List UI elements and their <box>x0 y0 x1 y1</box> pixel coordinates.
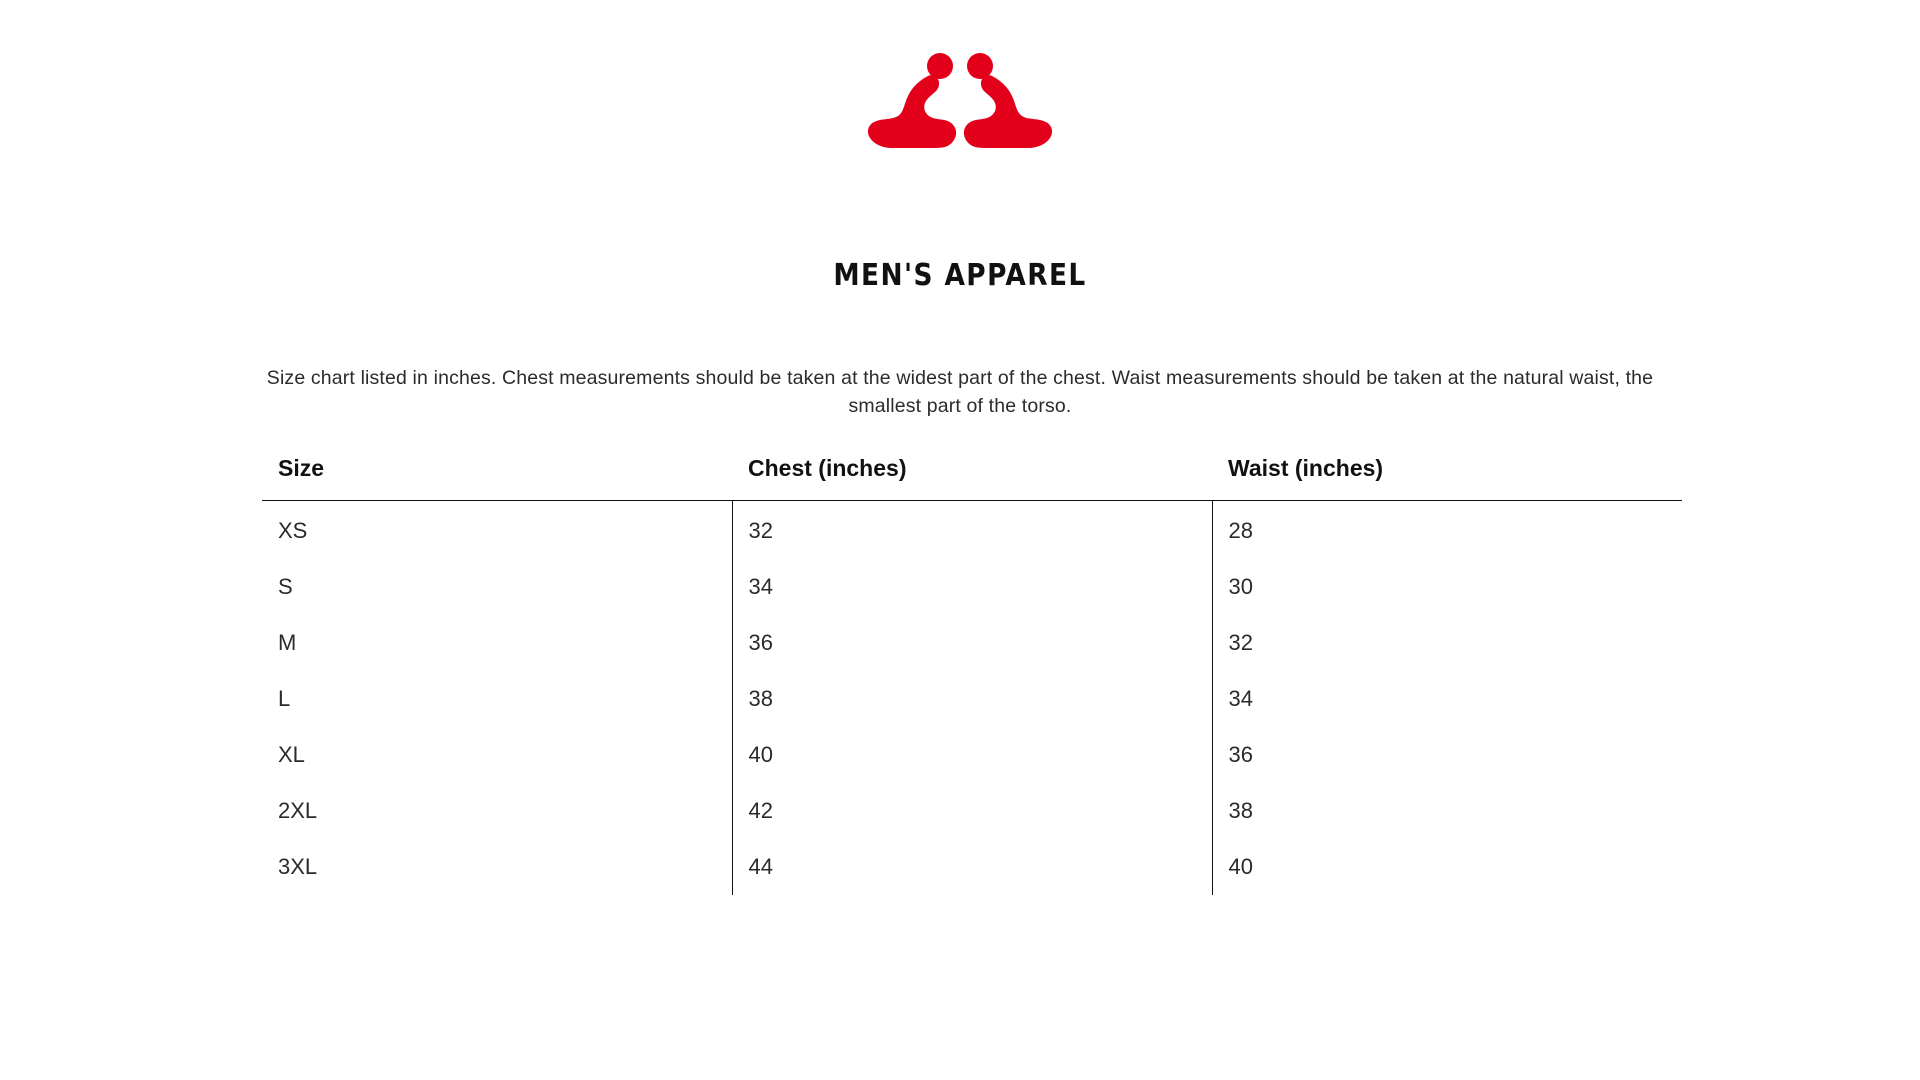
cell-size: 2XL <box>278 798 318 823</box>
cell-chest: 40 <box>732 727 1212 783</box>
size-chart-table <box>262 455 1682 895</box>
page-title: MEN'S APPAREL <box>833 258 1087 293</box>
cell-chest: 34 <box>732 559 1212 615</box>
table-body <box>262 501 1682 896</box>
kappa-logo-icon <box>862 52 1058 152</box>
cell-waist: 28 <box>1212 501 1682 560</box>
cell-waist: 36 <box>1212 727 1682 783</box>
cell-size: XS <box>278 518 308 543</box>
table-row <box>262 727 1682 783</box>
cell-chest: 38 <box>732 671 1212 727</box>
column-header-waist: Waist (inches) <box>1212 455 1682 501</box>
cell-chest: 32 <box>732 501 1212 560</box>
cell-waist: 32 <box>1212 615 1682 671</box>
table-row <box>262 671 1682 727</box>
column-header-size: Size <box>262 455 732 501</box>
column-header-chest: Chest (inches) <box>732 455 1212 501</box>
table-row <box>262 839 1682 895</box>
cell-waist: 34 <box>1212 671 1682 727</box>
cell-size: M <box>278 630 297 655</box>
table-row <box>262 501 1682 560</box>
cell-size: XL <box>278 742 305 767</box>
table-row <box>262 783 1682 839</box>
size-chart-description: Size chart listed in inches. Chest measurements should be taken at the widest part of the chest. Waist measurements should be taken at the natural waist, the smallest part of the torso. <box>266 367 1654 418</box>
table-row <box>262 615 1682 671</box>
cell-chest: 36 <box>732 615 1212 671</box>
cell-chest: 42 <box>732 783 1212 839</box>
cell-size: L <box>278 686 291 711</box>
cell-waist: 40 <box>1212 839 1682 895</box>
cell-waist: 30 <box>1212 559 1682 615</box>
table-header-row <box>262 455 1682 501</box>
table-header <box>262 455 1682 501</box>
cell-waist: 38 <box>1212 783 1682 839</box>
table-row <box>262 559 1682 615</box>
brand-logo <box>0 52 1920 152</box>
size-chart-table-wrapper <box>262 455 1682 895</box>
cell-size: S <box>278 574 293 599</box>
cell-size: 3XL <box>278 854 318 879</box>
cell-chest: 44 <box>732 839 1212 895</box>
